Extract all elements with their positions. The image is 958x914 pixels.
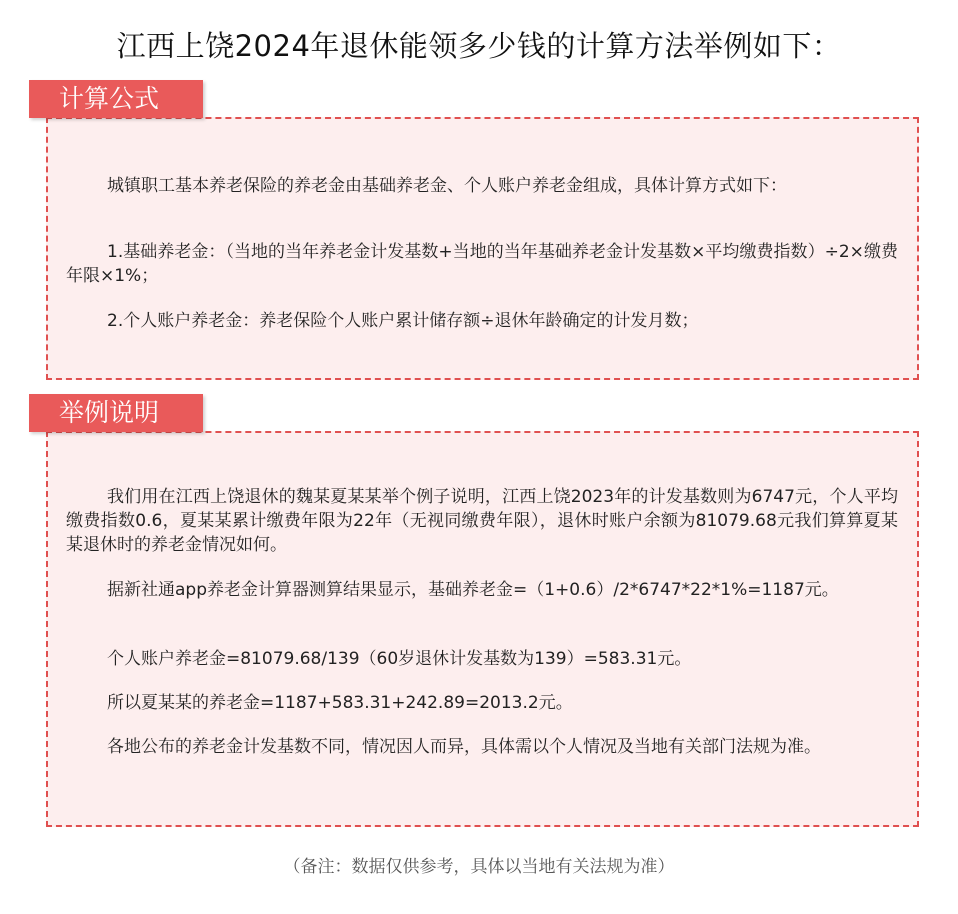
example-paragraph-total: 所以夏某某的养老金=1187+583.31+242.89=2013.2元。 <box>107 693 573 713</box>
formula-paragraph-personal-account: 2.个人账户养老金：养老保险个人账户累计储存额÷退休年龄确定的计发月数； <box>107 311 699 331</box>
section-tab-example: 举例说明 <box>29 394 203 432</box>
example-paragraph-case: 我们用在江西上饶退休的魏某夏某某举个例子说明，江西上饶2023年的计发基数则为6747元，个人平均缴费指数0.6，夏某某累计缴费年限为22年（无视同缴费年限），退休时账户余额为81079.68元我们算算夏某某退休时的养老金情况如何。 <box>66 487 898 555</box>
example-paragraph-personal-account-calc: 个人账户养老金=81079.68/139（60岁退休计发基数为139）=583.31元。 <box>107 649 692 669</box>
formula-paragraph-basic-pension: 1.基础养老金：（当地的当年养老金计发基数+当地的当年基础养老金计发基数×平均缴费指数）÷2×缴费年限×1%； <box>66 242 898 286</box>
formula-paragraph-intro: 城镇职工基本养老保险的养老金由基础养老金、个人账户养老金组成，具体计算方式如下： <box>107 176 787 196</box>
footer-note: （备注：数据仅供参考，具体以当地有关法规为准） <box>283 857 675 877</box>
section-tab-formula: 计算公式 <box>29 80 203 118</box>
page-title: 江西上饶2024年退休能领多少钱的计算方法举例如下： <box>116 29 842 63</box>
example-paragraph-disclaimer: 各地公布的养老金计发基数不同，情况因人而异，具体需以个人情况及当地有关部门法规为准。 <box>107 737 821 757</box>
example-paragraph-basic-pension-calc: 据新社通app养老金计算器测算结果显示，基础养老金=（1+0.6）/2*6747*22*1%=1187元。 <box>107 580 839 600</box>
